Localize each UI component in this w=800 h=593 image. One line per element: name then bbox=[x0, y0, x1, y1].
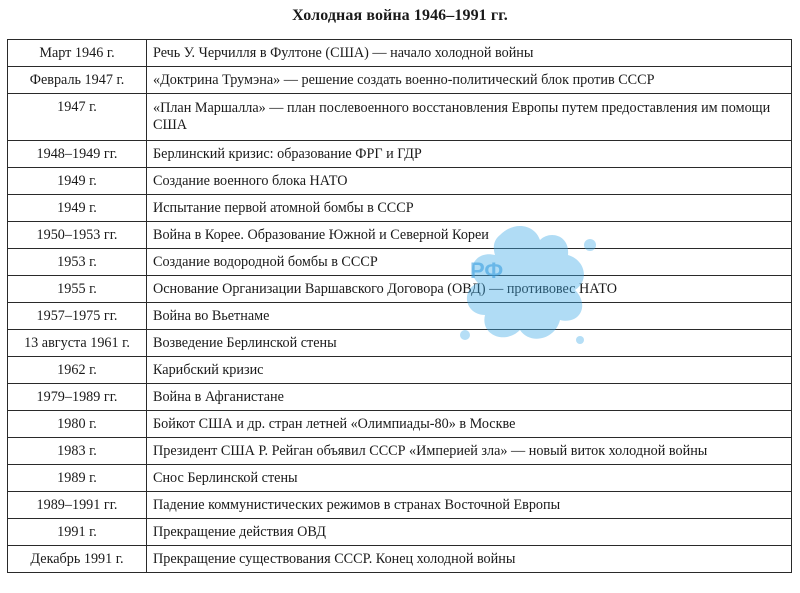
event-cell: Создание военного блока НАТО bbox=[147, 168, 792, 195]
date-cell: Март 1946 г. bbox=[8, 40, 147, 67]
event-cell: Президент США Р. Рейган объявил СССР «Империей зла» — новый виток холодной войны bbox=[147, 438, 792, 465]
event-cell: Берлинский кризис: образование ФРГ и ГДР bbox=[147, 141, 792, 168]
event-cell: Война в Афганистане bbox=[147, 384, 792, 411]
event-cell: Испытание первой атомной бомбы в СССР bbox=[147, 195, 792, 222]
table-row bbox=[8, 465, 792, 492]
date-cell: 1948–1949 гг. bbox=[8, 141, 147, 168]
date-cell: 1955 г. bbox=[8, 276, 147, 303]
event-cell: Бойкот США и др. стран летней «Олимпиады-80» в Москве bbox=[147, 411, 792, 438]
date-cell: 1980 г. bbox=[8, 411, 147, 438]
chronology-table bbox=[7, 39, 792, 573]
table-row bbox=[8, 40, 792, 67]
table-row bbox=[8, 303, 792, 330]
table-row bbox=[8, 519, 792, 546]
event-cell: «Доктрина Трумэна» — решение создать военно-политический блок против СССР bbox=[147, 67, 792, 94]
table-row bbox=[8, 438, 792, 465]
table-row bbox=[8, 357, 792, 384]
date-cell: 1953 г. bbox=[8, 249, 147, 276]
date-cell: 1949 г. bbox=[8, 168, 147, 195]
table-row bbox=[8, 384, 792, 411]
table-row bbox=[8, 492, 792, 519]
table-row bbox=[8, 546, 792, 573]
event-cell: Создание водородной бомбы в СССР bbox=[147, 249, 792, 276]
date-cell: Февраль 1947 г. bbox=[8, 67, 147, 94]
date-cell: 1957–1975 гг. bbox=[8, 303, 147, 330]
event-cell: Речь У. Черчилля в Фултоне (США) — начало холодной войны bbox=[147, 40, 792, 67]
date-cell: Декабрь 1991 г. bbox=[8, 546, 147, 573]
date-cell: 1991 г. bbox=[8, 519, 147, 546]
table-row bbox=[8, 195, 792, 222]
event-cell: Карибский кризис bbox=[147, 357, 792, 384]
date-cell: 13 августа 1961 г. bbox=[8, 330, 147, 357]
event-cell: Падение коммунистических режимов в странах Восточной Европы bbox=[147, 492, 792, 519]
date-cell: 1983 г. bbox=[8, 438, 147, 465]
page-title: Холодная война 1946–1991 гг. bbox=[292, 7, 508, 24]
table-row bbox=[8, 222, 792, 249]
date-cell: 1989–1991 гг. bbox=[8, 492, 147, 519]
event-cell: Прекращение действия ОВД bbox=[147, 519, 792, 546]
watermark-text: РФ bbox=[470, 258, 504, 283]
date-cell: 1962 г. bbox=[8, 357, 147, 384]
event-cell: Война во Вьетнаме bbox=[147, 303, 792, 330]
table-row bbox=[8, 94, 792, 141]
table-row bbox=[8, 141, 792, 168]
date-cell: 1979–1989 гг. bbox=[8, 384, 147, 411]
event-cell: Прекращение существования СССР. Конец холодной войны bbox=[147, 546, 792, 573]
date-cell: 1950–1953 гг. bbox=[8, 222, 147, 249]
table-row bbox=[8, 330, 792, 357]
date-cell: 1989 г. bbox=[8, 465, 147, 492]
table-row bbox=[8, 249, 792, 276]
date-cell: 1949 г. bbox=[8, 195, 147, 222]
event-cell: Война в Корее. Образование Южной и Северной Кореи bbox=[147, 222, 792, 249]
date-cell: 1947 г. bbox=[8, 94, 147, 141]
event-cell: Возведение Берлинской стены bbox=[147, 330, 792, 357]
event-cell: «План Маршалла» — план послевоенного восстановления Европы путем предоставления им помощи США bbox=[147, 94, 792, 141]
table-row bbox=[8, 411, 792, 438]
table-row bbox=[8, 168, 792, 195]
event-cell: Основание Организации Варшавского Договора (ОВД) — противовес НАТО bbox=[147, 276, 792, 303]
table-row bbox=[8, 276, 792, 303]
table-row bbox=[8, 67, 792, 94]
event-cell: Снос Берлинской стены bbox=[147, 465, 792, 492]
